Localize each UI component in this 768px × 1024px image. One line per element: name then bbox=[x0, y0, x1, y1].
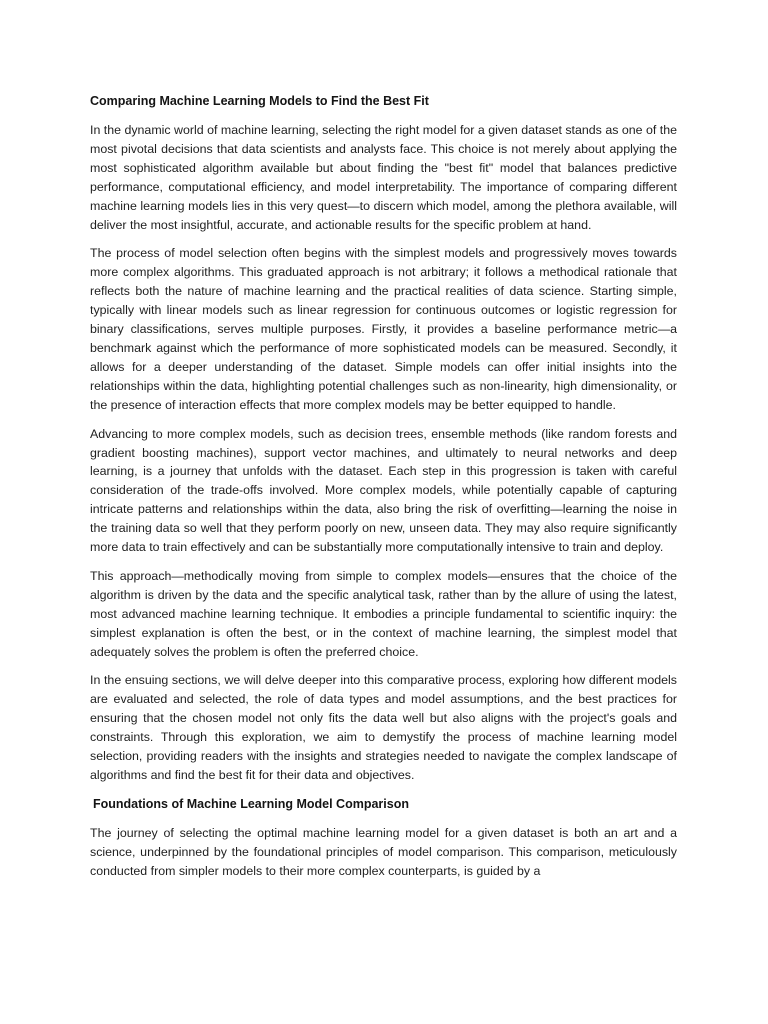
paragraph-intro: In the dynamic world of machine learning, selecting the right model for a given dataset stands as one of the most pivotal decisions that data scientists and analysts face. This choice is not merely about applying the most sophisticated algorithm available but about finding the "best fit" model that balances predictive performance, computational efficiency, and model interpretability. The importance of comparing different machine learning models lies in this very quest—to discern which model, among the plethora available, will deliver the most insightful, accurate, and actionable results for the specific problem at hand. bbox=[90, 123, 677, 232]
paragraph-complex-models: Advancing to more complex models, such as decision trees, ensemble methods (like random forests and gradient boosting machines), support vector machines, and ultimately to neural networks and deep learning, is a journey that unfolds with the dataset. Each step in this progression is taken with careful consideration of the trade-offs involved. More complex models, while potentially capable of capturing intricate patterns and relationships within the data, also bring the risk of overfitting—learning the noise in the training data so well that they perform poorly on new, unseen data. They may also require significantly more data to train effectively and can be substantially more computationally intensive to train and deploy. bbox=[90, 426, 677, 555]
paragraph-ensuing-sections: In the ensuing sections, we will delve deeper into this comparative process, exploring how different models are evaluated and selected, the role of data types and model assumptions, and the best practices for ensuring that the chosen model not only fits the data well but also aligns with the project's goals and constraints. Through this exploration, we aim to demystify the process of machine learning model selection, providing readers with the insights and strategies needed to navigate the complex landscape of algorithms and find the best fit for their data and objectives. bbox=[90, 673, 677, 782]
section-heading: Foundations of Machine Learning Model Comparison bbox=[93, 796, 409, 811]
paragraph-foundations: The journey of selecting the optimal machine learning model for a given dataset is both an art and a science, underpinned by the foundational principles of model comparison. This comparison, meticulously conducted from simpler models to their more complex counterparts, is guided by a bbox=[90, 825, 677, 878]
page-title: Comparing Machine Learning Models to Find the Best Fit bbox=[90, 94, 429, 108]
paragraph-model-selection: The process of model selection often begins with the simplest models and progressively moves towards more complex algorithms. This graduated approach is not arbitrary; it follows a methodical rationale that reflects both the nature of machine learning and the practical realities of data science. Starting simple, typically with linear models such as linear regression for continuous outcomes or logistic regression for binary classifications, serves multiple purposes. Firstly, it provides a baseline performance metric—a benchmark against which the performance of more sophisticated models can be measured. Secondly, it allows for a deeper understanding of the dataset. Simple models can offer initial insights into the relationships within the data, highlighting potential challenges such as non-linearity, high dimensionality, or the presence of interaction effects that more complex models may be better equipped to handle. bbox=[90, 246, 677, 412]
document-page bbox=[90, 92, 677, 891]
paragraph-approach: This approach—methodically moving from simple to complex models—ensures that the choice of the algorithm is driven by the data and the specific analytical task, rather than by the allure of using the latest, most advanced machine learning technique. It embodies a principle fundamental to scientific inquiry: the simplest explanation is often the best, or in the context of machine learning, the simplest model that adequately solves the problem is often the preferred choice. bbox=[90, 568, 677, 659]
